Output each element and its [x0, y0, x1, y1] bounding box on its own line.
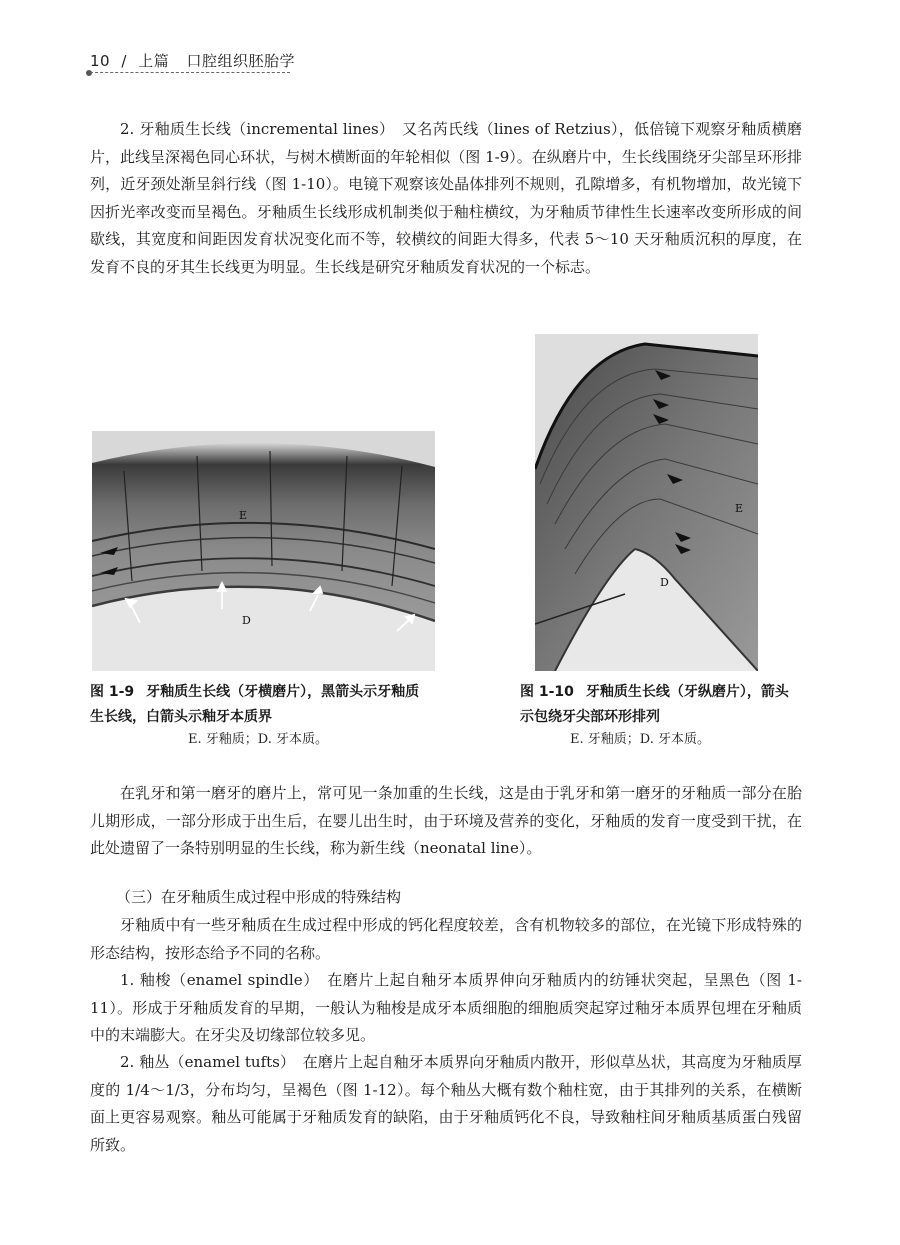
figure-1-10-image — [535, 334, 758, 671]
figure-1-10-caption-line1: 牙釉质生长线（牙纵磨片），箭头 — [585, 684, 789, 700]
figure-1-10-label-d: D — [660, 576, 669, 589]
figure-1-10-label-e: E — [735, 502, 744, 515]
figure-1-10-caption-line2: 示包绕牙尖部环形排列 — [520, 709, 660, 725]
figure-1-9-label-e: E — [239, 509, 248, 522]
header-book-title: 口腔组织胚胎学 — [186, 52, 296, 70]
figure-1-9-caption-line1: 牙釉质生长线（牙横磨片），黑箭头示牙釉质 — [146, 684, 420, 700]
figure-1-9-caption — [90, 680, 450, 730]
figure-1-10-number: 图 1-10 — [520, 684, 574, 700]
running-header — [90, 50, 295, 71]
figure-1-9-legend: E. 牙釉质；D. 牙本质。 — [188, 732, 328, 747]
figure-1-10-caption — [520, 680, 820, 730]
header-rule — [90, 72, 290, 73]
header-separator: / — [121, 52, 127, 70]
header-part: 上篇 — [138, 52, 170, 70]
paragraph-special-structures: 牙釉质中有一些牙釉质在生成过程中形成的钙化程度较差，含有机物较多的部位，在光镜下形成特殊的形态结构，按形态给予不同的名称。 — [90, 916, 802, 962]
page-number: 10 — [90, 52, 111, 70]
section-heading: （三）在牙釉质生成过程中形成的特殊结构 — [116, 888, 402, 906]
header-dot — [86, 70, 92, 76]
figure-1-9-label-d: D — [242, 614, 251, 627]
figure-1-9-number: 图 1-9 — [90, 684, 135, 700]
figure-1-9-image — [92, 431, 435, 671]
paragraph-enamel-tufts: 2. 釉丛（enamel tufts） 在磨片上起自釉牙本质界向牙釉质内散开，形似草丛状，其高度为牙釉质厚度的 1/4～1/3，分布均匀，呈褐色（图 1-12）。每个釉丛大概有数个釉柱宽，由于其排列的关系，在横断面上更容易观察。釉丛可能属于牙釉质发育的缺陷，由于牙釉质钙化不良，导致釉柱间牙釉质基质蛋白残留所致。 — [90, 1053, 802, 1154]
paragraph-enamel-spindle: 1. 釉梭（enamel spindle） 在磨片上起自釉牙本质界伸向牙釉质内的纺锤状突起，呈黑色（图 1-11）。形成于牙釉质发育的早期，一般认为釉梭是成牙本质细胞的细胞质突起穿过釉牙本质界包埋在牙釉质中的末端膨大。在牙尖及切缘部位较多见。 — [90, 971, 802, 1044]
figure-1-10-legend: E. 牙釉质；D. 牙本质。 — [570, 732, 710, 747]
figure-1-9-caption-line2: 生长线，白箭头示釉牙本质界 — [90, 709, 272, 725]
paragraph-incremental-lines: 2. 牙釉质生长线（incremental lines） 又名芮氏线（lines of Retzius），低倍镜下观察牙釉质横磨片，此线呈深褐色同心环状，与树木横断面的年轮相似（图 1-9）。在纵磨片中，生长线围绕牙尖部呈环形排列，近牙颈处渐呈斜行线（图 1-10）。电镜下观察该处晶体排列不规则，孔隙增多，有机物增加，故光镜下因折光率改变而呈褐色。牙釉质生长线形成机制类似于釉柱横纹，为牙釉质节律性生长速率改变所形成的间歇线，其宽度和间距因发育状况变化而不等，较横纹的间距大得多，代表 5～10 天牙釉质沉积的厚度，在发育不良的牙其生长线更为明显。生长线是研究牙釉质发育状况的一个标志。 — [90, 120, 802, 276]
paragraph-neonatal-line: 在乳牙和第一磨牙的磨片上，常可见一条加重的生长线，这是由于乳牙和第一磨牙的牙釉质一部分在胎儿期形成，一部分形成于出生后，在婴儿出生时，由于环境及营养的变化，牙釉质的发育一度受到干扰，在此处遗留了一条特别明显的生长线，称为新生线（neonatal line）。 — [90, 784, 802, 857]
